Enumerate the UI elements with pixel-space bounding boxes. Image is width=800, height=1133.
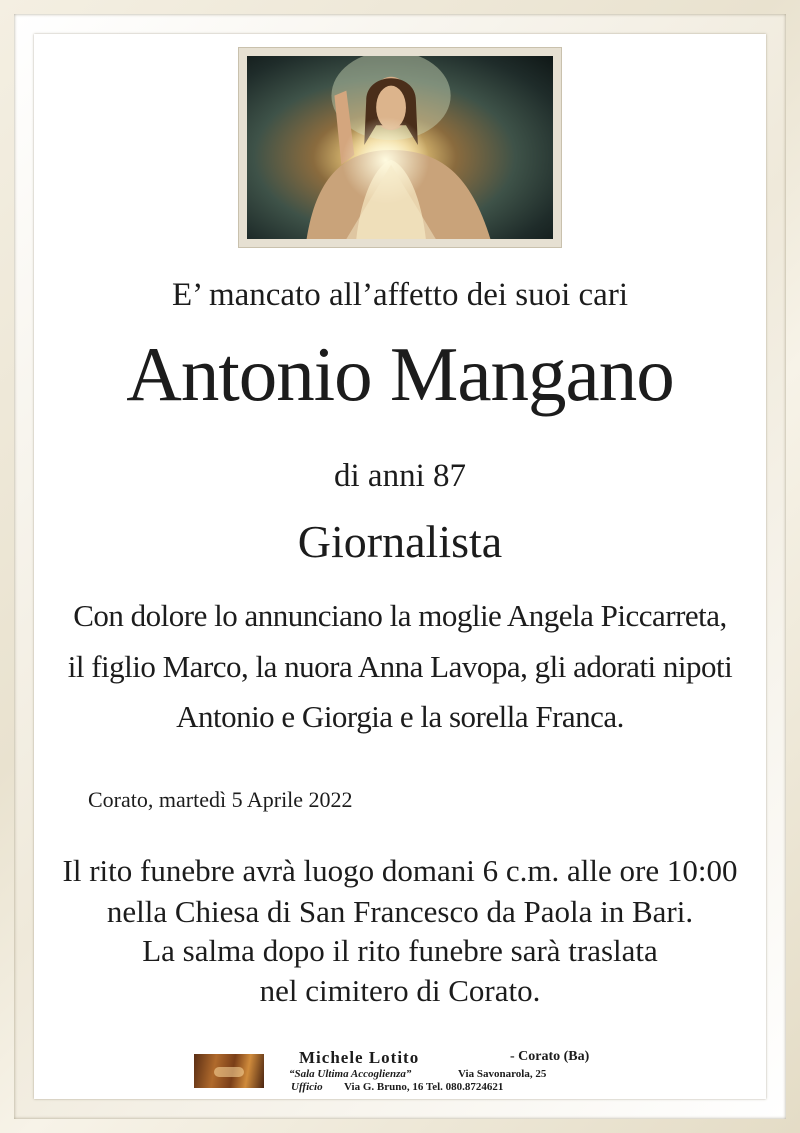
announcement-line: Con dolore lo annunciano la moglie Angela Piccarreta, <box>73 598 727 633</box>
profession-text: Giornalista <box>297 516 503 567</box>
intro-text: E’ mancato all’affetto dei suoi cari <box>172 277 628 313</box>
deceased-name: Antonio Mangano <box>126 331 674 417</box>
funeral-info-line: nel cimitero di Corato. <box>259 973 541 1008</box>
funeral-info-line: Il rito funebre avrà luogo domani 6 c.m. alle ore 10:00 <box>62 853 738 888</box>
funeral-info-line: La salma dopo il rito funebre sarà traslata <box>142 933 658 968</box>
funeral-home-city: - Corato (Ba) <box>510 1049 590 1064</box>
office-address: Via G. Bruno, 16 Tel. 080.8724621 <box>344 1081 504 1093</box>
announcement-line: Antonio e Giorgia e la sorella Franca. <box>176 699 624 734</box>
sacred-heart-portrait-icon <box>247 56 553 239</box>
hall-address: Via Savonarola, 25 <box>458 1068 547 1080</box>
age-text: di anni 87 <box>334 458 466 494</box>
hall-label: “Sala Ultima Accoglienza” <box>289 1068 412 1080</box>
office-label: Ufficio <box>291 1081 323 1093</box>
religious-image-frame <box>238 47 562 248</box>
announcement-line: il figlio Marco, la nuora Anna Lavopa, gli adorati nipoti <box>67 649 733 684</box>
place-date: Corato, martedì 5 Aprile 2022 <box>88 787 353 812</box>
funeral-home-footer <box>194 1048 614 1093</box>
funeral-home-name: Michele Lotito <box>299 1048 420 1067</box>
funeral-info-line: nella Chiesa di San Francesco da Paola in Bari. <box>106 894 694 929</box>
funeral-home-logo-icon <box>194 1054 264 1088</box>
